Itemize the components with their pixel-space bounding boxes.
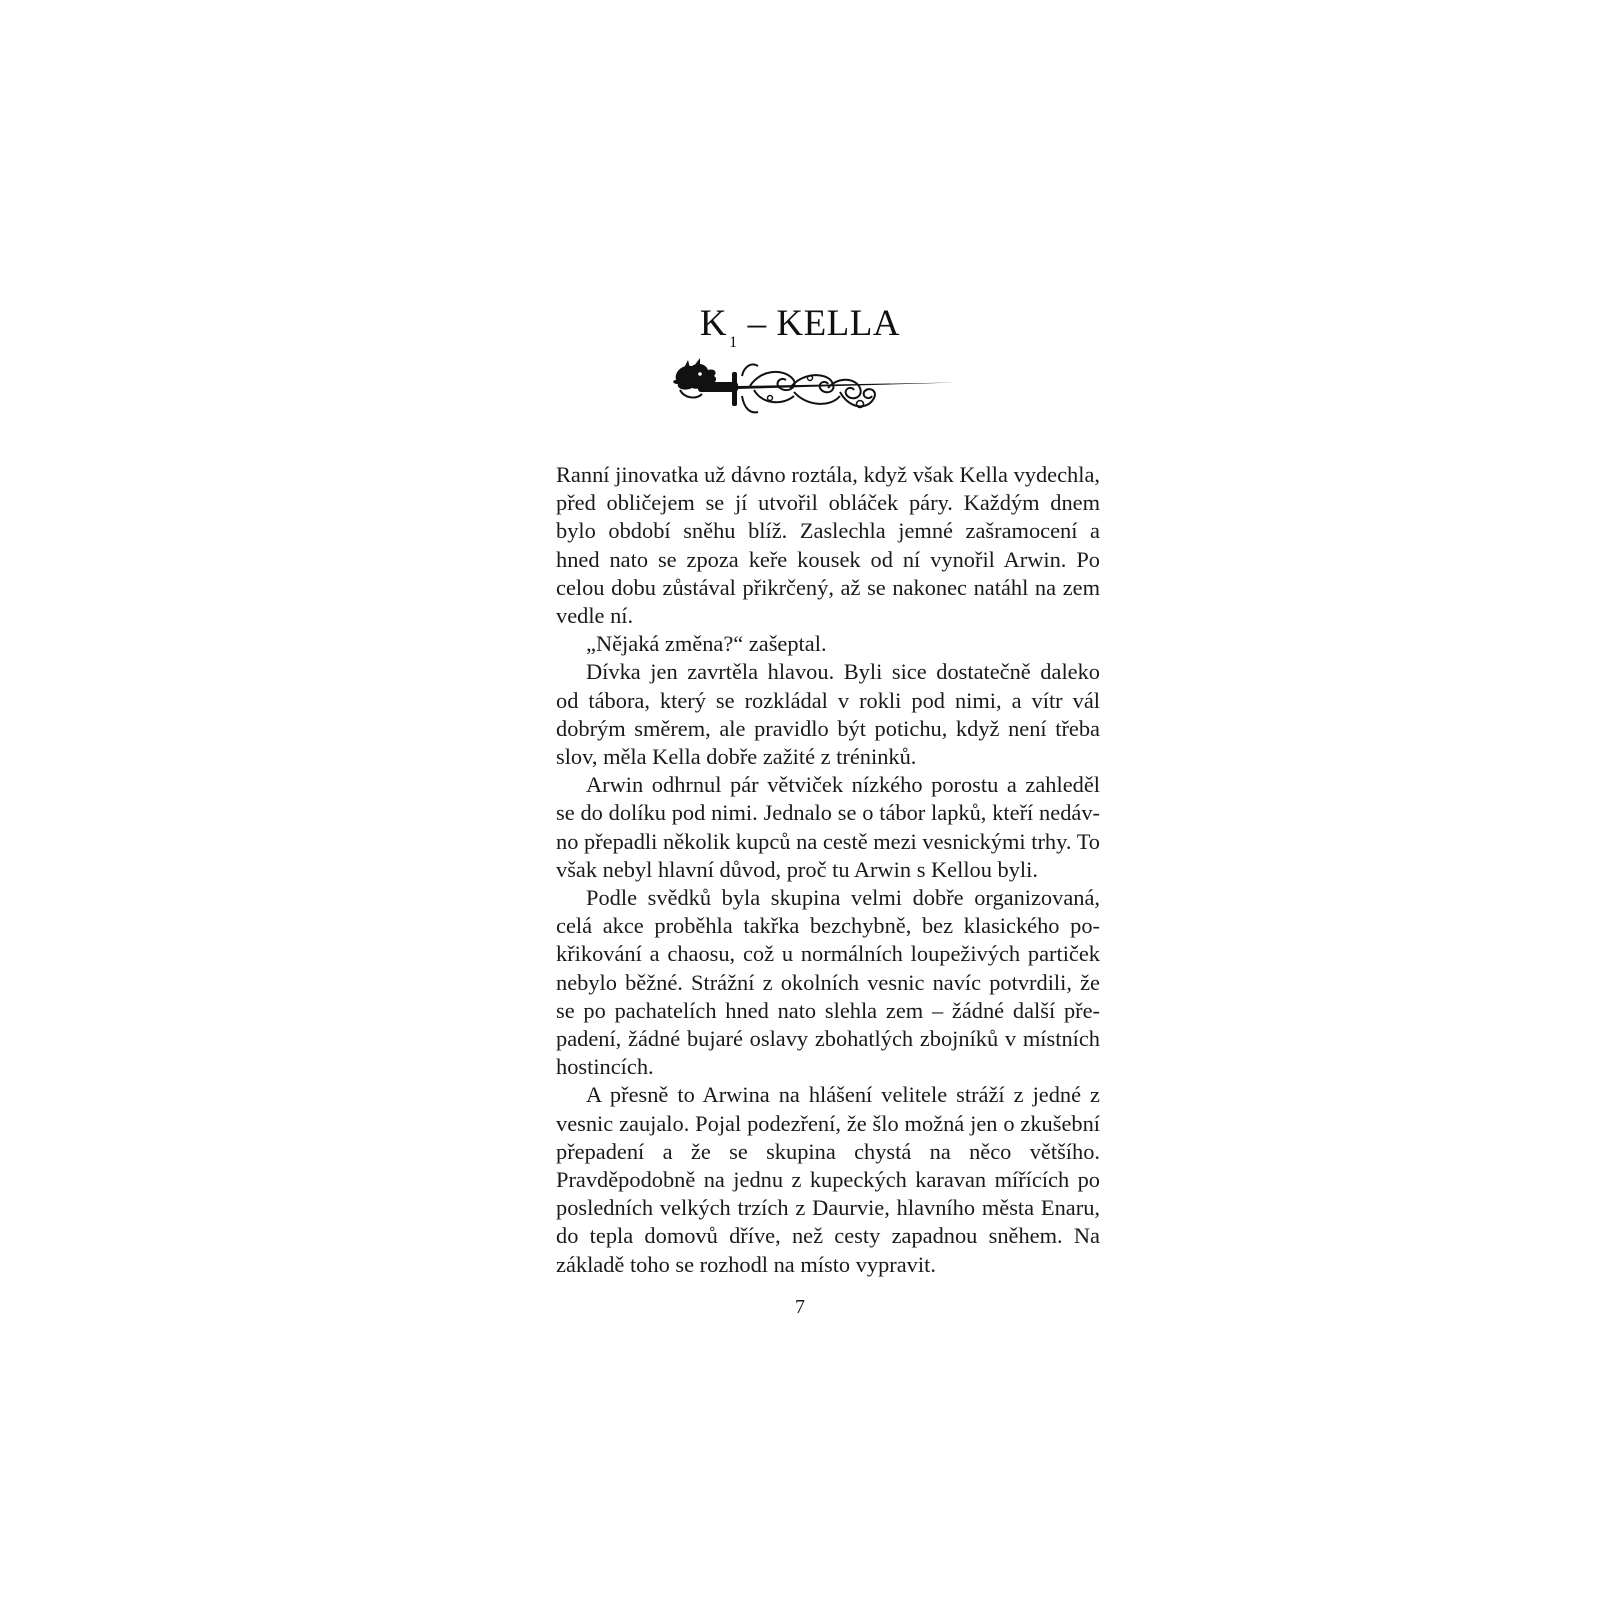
paragraph: Podle svědků byla skupina velmi dobře organizovaná, celá akce proběhla takřka bezchybně, bez klasického pokřikování a chaosu, což u normálních loupeživých partiček nebylo běžné. Strážní z okolních vesnic navíc potvrdili, že se po pachatelích hned nato slehla zem – žádné další přepadení, žádné bujaré oslavy zbohatlých zbojníků v místních hostincích. [556, 885, 1100, 1080]
paragraph: Ranní jinovatka už dávno roztála, když však Kella vydechla, před obličejem se jí utvořil obláček páry. Každým dnem bylo období sněhu blíž. Zaslechla jemné zašramocení a hned nato se zpoza keře kousek od ní vynořil Arwin. Po celou dobu zůstával přikrčený, až se nakonec natáhl na zem vedle ní. [556, 462, 1100, 629]
chapter-title [0, 302, 1600, 353]
chapter-name: KELLA [776, 303, 901, 344]
paragraph: A přesně to Arwina na hlášení velitele stráží z jedné z vesnic zaujalo. Pojal podezření, že šlo možná jen o zkušební přepadení a že se skupina chystá na něco většího. Pravděpodobně na jednu z kupeckých karavan mířících po posledních velkých trzích z Daurvie, hlavního města Enaru, do tepla domovů dříve, než cesty zapadnou sněhem. Na základě toho se rozhodl na místo vypravit. [556, 1082, 1100, 1277]
paragraph: Arwin odhrnul pár větviček nízkého porostu a zahleděl se do dolíku pod nimi. Jednalo se o tábor lapků, kteří nedávno přepadli několik kupců na cestě mezi vesnickými trhy. To však nebyl hlavní důvod, proč tu Arwin s Kellou byli. [556, 772, 1100, 882]
body-text [556, 461, 1100, 1279]
paragraph: „Nějaká změna?“ zašeptal. [586, 631, 827, 657]
chapter-subscript: 1 [729, 334, 738, 351]
chapter-letter: K [699, 303, 728, 344]
paragraph: Dívka jen zavrtěla hlavou. Byli sice dostatečně daleko od tábora, který se rozkládal v rokli pod nimi, a vítr vál dobrým směrem, ale pravidlo být potichu, když není třeba slov, měla Kella dobře zažité z tréninků. [556, 659, 1100, 770]
dragon-sword-flourish-icon [670, 358, 960, 418]
chapter-separator: – [747, 303, 767, 344]
page-number: 7 [795, 1296, 805, 1318]
